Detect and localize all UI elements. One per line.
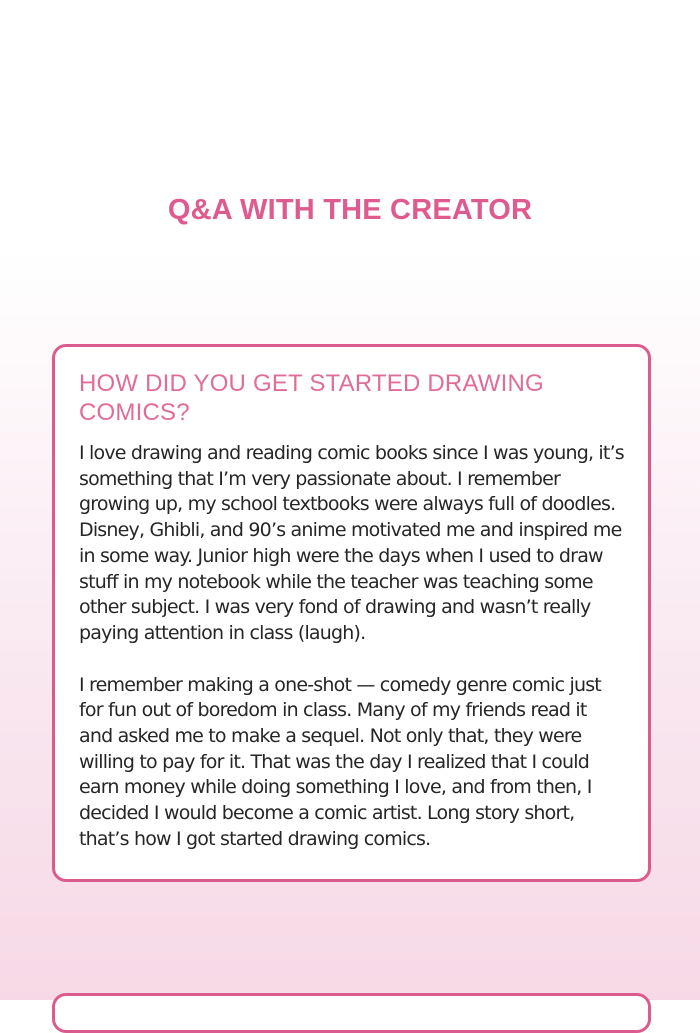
qa-answer-paragraph-2: I remember making a one-shot — comedy genre comic just for fun out of boredom in class. Many of my friends read it and asked me to make a sequel. Not only that, they were willing to pay for it. That was the day I realized that I could earn money while doing something I love, and from then, I decided I would become a comic artist. Long story short, that’s how I got started drawing comics. <box>79 673 601 850</box>
qa-card <box>52 344 651 882</box>
page-title: Q&A WITH THE CREATOR <box>167 194 533 226</box>
next-qa-card <box>52 993 651 1033</box>
qa-question: HOW DID YOU GET STARTED DRAWING COMICS? <box>79 370 544 426</box>
qa-answer-paragraph-1: I love drawing and reading comic books since I was young, it’s something that I’m very passionate about. I remember growing up, my school textbooks were always full of doodles. Disney, Ghibli, and 90’s anime motivated me and inspired me in some way. Junior high were the days when I used to draw stuff in my notebook while the teacher was teaching some other subject. I was very fond of drawing and wasn’t really paying attention in class (laugh). <box>79 442 624 644</box>
